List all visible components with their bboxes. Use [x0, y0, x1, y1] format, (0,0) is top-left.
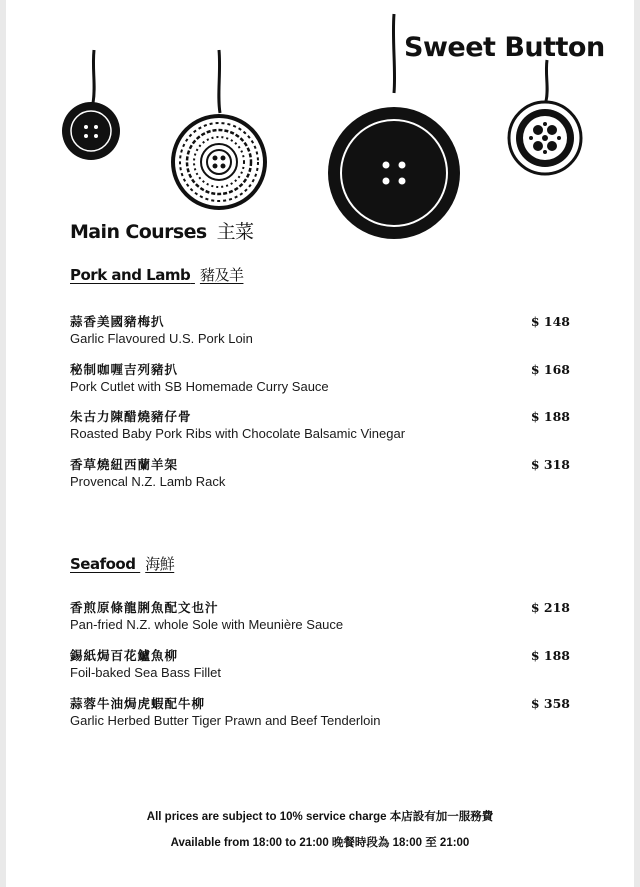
item-price: $ 318	[530, 457, 570, 472]
brand-title: Sweet Button	[404, 32, 605, 63]
category-name-zh: 海鮮	[145, 555, 175, 573]
item-name-en: Garlic Herbed Butter Tiger Prawn and Beef Tenderloin	[70, 713, 381, 728]
item-name-zh: 錫紙焗百花鱸魚柳	[70, 648, 179, 663]
menu-item	[70, 598, 570, 638]
section-title	[70, 217, 253, 244]
opening-hours-note: Available from 18:00 to 21:00 晚餐時段為 18:00 至 21:00	[170, 837, 470, 849]
item-price: $ 358	[530, 696, 570, 711]
menu-page	[6, 0, 634, 887]
item-price: $ 148	[530, 314, 570, 329]
category-heading-pork-lamb	[70, 264, 243, 285]
small-black-button-icon	[62, 50, 120, 160]
item-price: $ 188	[530, 409, 570, 424]
service-charge-note: All prices are subject to 10% service charge 本店設有加一服務費	[146, 811, 494, 823]
item-name-zh: 香草燒紐西蘭羊架	[70, 457, 179, 472]
section-title-zh: 主菜	[216, 221, 254, 243]
menu-item	[70, 407, 570, 447]
menu-item	[70, 312, 570, 352]
item-name-en: Pork Cutlet with SB Homemade Curry Sauce	[70, 379, 329, 394]
menu-item	[70, 694, 570, 734]
item-name-zh: 蒜蓉牛油焗虎蝦配牛柳	[70, 696, 206, 711]
item-name-en: Provencal N.Z. Lamb Rack	[70, 474, 226, 489]
item-name-en: Garlic Flavoured U.S. Pork Loin	[70, 331, 253, 346]
item-price: $ 168	[530, 362, 570, 377]
item-name-en: Pan-fried N.Z. whole Sole with Meunière Sauce	[70, 617, 344, 632]
item-name-en: Roasted Baby Pork Ribs with Chocolate Balsamic Vinegar	[70, 426, 406, 441]
item-price: $ 188	[530, 648, 570, 663]
dotted-button-icon	[509, 60, 581, 174]
category-name-en: Pork and Lamb	[70, 266, 191, 284]
category-name-en: Seafood	[70, 555, 136, 573]
item-name-zh: 秘制咖喱吉列豬扒	[70, 362, 179, 377]
category-name-zh: 豬及羊	[199, 266, 244, 284]
striped-button-icon	[173, 50, 265, 208]
item-name-zh: 朱古力陳醋燒豬仔骨	[70, 409, 192, 424]
item-name-zh: 香煎原條龍脷魚配文也汁	[70, 600, 219, 615]
item-name-zh: 蒜香美國豬梅扒	[70, 314, 165, 329]
section-title-en: Main Courses	[70, 221, 207, 243]
item-name-en: Foil-baked Sea Bass Fillet	[70, 665, 222, 680]
menu-item	[70, 646, 570, 686]
menu-item	[70, 455, 570, 495]
category-heading-seafood	[70, 553, 174, 574]
item-price: $ 218	[530, 600, 570, 615]
menu-item	[70, 360, 570, 400]
